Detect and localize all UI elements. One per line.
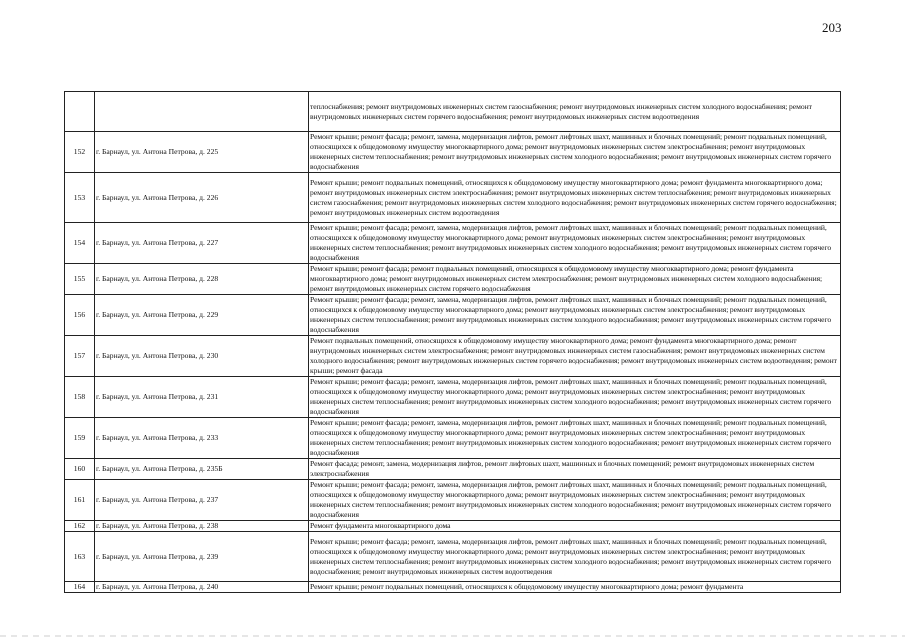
table-row [65,132,841,173]
row-number: 164 [65,582,95,593]
row-works: Ремонт крыши; ремонт фасада; ремонт, замена, модернизация лифтов, ремонт лифтовых шахт, машинных и блочных помещений; ремонт подвальных помещений, относящихся к общедомовому имуществу многоквартирного дома; ремонт внутридомовых инженерных систем электроснабжения; ремонт внутридомовых инженерных систем теплоснабжения; ремонт внутридомовых инженерных систем холодного водоснабжения; ремонт внутридомовых инженерных систем горячего водоснабжения [309,418,841,459]
row-works: Ремонт подвальных помещений, относящихся к общедомовому имуществу многоквартирного дома; ремонт фундамента многоквартирного дома; ремонт внутридомовых инженерных систем электроснабжения; ремонт внутридомовых инженерных систем газоснабжения; ремонт внутридомовых инженерных систем холодного водоснабжения; ремонт внутридомовых инженерных систем горячего водоснабжения; ремонт внутридомовых инженерных систем водоотведения; ремонт крыши; ремонт фасада [309,336,841,377]
row-address: г. Барнаул, ул. Антона Петрова, д. 233 [95,418,309,459]
row-number: 154 [65,223,95,264]
row-works: теплоснабжения; ремонт внутридомовых инженерных систем газоснабжения; ремонт внутридомовых инженерных систем холодного водоснабжения; ремонт внутридомовых инженерных систем горячего водоснабжения; ремонт внутридомовых инженерных систем водоотведения [309,92,841,132]
row-number: 155 [65,264,95,295]
row-address: г. Барнаул, ул. Антона Петрова, д. 238 [95,521,309,532]
row-works: Ремонт фасада; ремонт, замена, модернизация лифтов, ремонт лифтовых шахт, машинных и блочных помещений; ремонт внутридомовых инженерных систем электроснабжения [309,459,841,480]
row-address: г. Барнаул, ул. Антона Петрова, д. 229 [95,295,309,336]
row-address: г. Барнаул, ул. Антона Петрова, д. 227 [95,223,309,264]
row-works: Ремонт фундамента многоквартирного дома [309,521,841,532]
table-row [65,336,841,377]
row-address: г. Барнаул, ул. Антона Петрова, д. 228 [95,264,309,295]
row-number: 163 [65,532,95,582]
table-row [65,582,841,593]
row-number: 152 [65,132,95,173]
row-address: г. Барнаул, ул. Антона Петрова, д. 237 [95,480,309,521]
table-row [65,418,841,459]
row-number: 157 [65,336,95,377]
page-number: 203 [822,20,842,35]
table-row [65,295,841,336]
row-works: Ремонт крыши; ремонт фасада; ремонт подвальных помещений, относящихся к общедомовому имуществу многоквартирного дома; ремонт фундамента многоквартирного дома; ремонт внутридомовых инженерных систем электроснабжения; ремонт внутридомовых инженерных систем холодного водоснабжения; ремонт внутридомовых инженерных систем горячего водоснабжения [309,264,841,295]
row-works: Ремонт крыши; ремонт фасада; ремонт, замена, модернизация лифтов, ремонт лифтовых шахт, машинных и блочных помещений; ремонт подвальных помещений, относящихся к общедомовому имуществу многоквартирного дома; ремонт внутридомовых инженерных систем электроснабжения; ремонт внутридомовых инженерных систем теплоснабжения; ремонт внутридомовых инженерных систем холодного водоснабжения; ремонт внутридомовых инженерных систем горячего водоснабжения [309,295,841,336]
row-number: 156 [65,295,95,336]
table-row [65,521,841,532]
row-number: 159 [65,418,95,459]
row-address: г. Барнаул, ул. Антона Петрова, д. 231 [95,377,309,418]
row-address [95,92,309,132]
row-number: 161 [65,480,95,521]
row-address: г. Барнаул, ул. Антона Петрова, д. 225 [95,132,309,173]
table-body [65,92,841,593]
row-works: Ремонт крыши; ремонт подвальных помещений, относящихся к общедомовому имуществу многоквартирного дома; ремонт фундамента [309,582,841,593]
table-row [65,377,841,418]
table-row [65,173,841,223]
row-works: Ремонт крыши; ремонт фасада; ремонт, замена, модернизация лифтов, ремонт лифтовых шахт, машинных и блочных помещений; ремонт подвальных помещений, относящихся к общедомовому имуществу многоквартирного дома; ремонт внутридомовых инженерных систем электроснабжения; ремонт внутридомовых инженерных систем теплоснабжения; ремонт внутридомовых инженерных систем холодного водоснабжения; ремонт внутридомовых инженерных систем горячего водоснабжения [309,223,841,264]
row-address: г. Барнаул, ул. Антона Петрова, д. 239 [95,532,309,582]
scan-edge-artifact [0,635,905,637]
row-number: 162 [65,521,95,532]
table-row [65,92,841,132]
table-row [65,532,841,582]
row-address: г. Барнаул, ул. Антона Петрова, д. 230 [95,336,309,377]
row-works: Ремонт крыши; ремонт фасада; ремонт, замена, модернизация лифтов, ремонт лифтовых шахт, машинных и блочных помещений; ремонт подвальных помещений, относящихся к общедомовому имуществу многоквартирного дома; ремонт внутридомовых инженерных систем электроснабжения; ремонт внутридомовых инженерных систем теплоснабжения; ремонт внутридомовых инженерных систем холодного водоснабжения; ремонт внутридомовых инженерных систем горячего водоснабжения [309,377,841,418]
row-works: Ремонт крыши; ремонт подвальных помещений, относящихся к общедомовому имуществу многоквартирного дома; ремонт фундамента многоквартирного дома; ремонт внутридомовых инженерных систем электроснабжения; ремонт внутридомовых инженерных систем теплоснабжения; ремонт внутридомовых инженерных систем газоснабжения; ремонт внутридомовых инженерных систем холодного водоснабжения; ремонт внутридомовых инженерных систем горячего водоснабжения; ремонт внутридомовых инженерных систем водоотведения [309,173,841,223]
row-address: г. Барнаул, ул. Антона Петрова, д. 226 [95,173,309,223]
row-address: г. Барнаул, ул. Антона Петрова, д. 240 [95,582,309,593]
table-row [65,264,841,295]
row-number: 153 [65,173,95,223]
row-works: Ремонт крыши; ремонт фасада; ремонт, замена, модернизация лифтов, ремонт лифтовых шахт, машинных и блочных помещений; ремонт подвальных помещений, относящихся к общедомовому имуществу многоквартирного дома; ремонт внутридомовых инженерных систем электроснабжения; ремонт внутридомовых инженерных систем теплоснабжения; ремонт внутридомовых инженерных систем холодного водоснабжения; ремонт внутридомовых инженерных систем горячего водоснабжения [309,480,841,521]
row-works: Ремонт крыши; ремонт фасада; ремонт, замена, модернизация лифтов, ремонт лифтовых шахт, машинных и блочных помещений; ремонт подвальных помещений, относящихся к общедомовому имуществу многоквартирного дома; ремонт внутридомовых инженерных систем электроснабжения; ремонт внутридомовых инженерных систем теплоснабжения; ремонт внутридомовых инженерных систем холодного водоснабжения; ремонт внутридомовых инженерных систем горячего водоснабжения; ремонт внутридомовых инженерных систем водоотведения [309,532,841,582]
row-number: 160 [65,459,95,480]
table-row [65,223,841,264]
row-works: Ремонт крыши; ремонт фасада; ремонт, замена, модернизация лифтов, ремонт лифтовых шахт, машинных и блочных помещений; ремонт подвальных помещений, относящихся к общедомовому имуществу многоквартирного дома; ремонт внутридомовых инженерных систем электроснабжения; ремонт внутридомовых инженерных систем теплоснабжения; ремонт внутридомовых инженерных систем холодного водоснабжения; ремонт внутридомовых инженерных систем горячего водоснабжения [309,132,841,173]
table-row [65,459,841,480]
row-number [65,92,95,132]
row-number: 158 [65,377,95,418]
repairs-table [64,91,841,593]
row-address: г. Барнаул, ул. Антона Петрова, д. 235Б [95,459,309,480]
table-row [65,480,841,521]
